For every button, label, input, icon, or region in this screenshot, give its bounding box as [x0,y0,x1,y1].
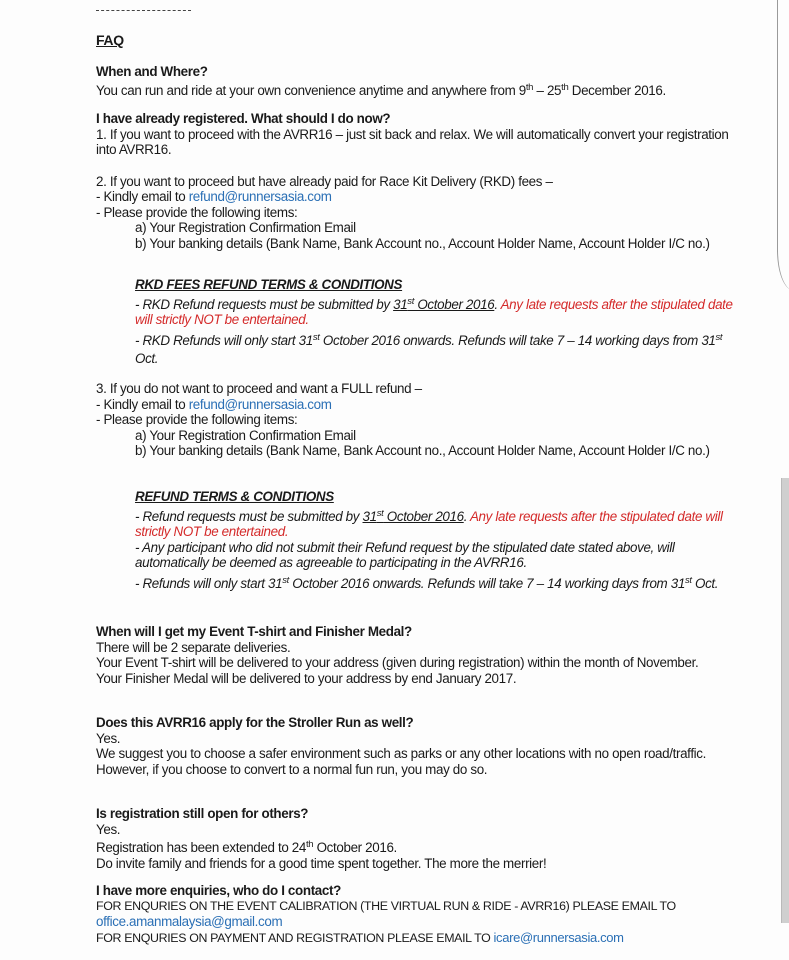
faq-tshirt-medal [96,624,736,686]
question: I have already registered. What should I do now? [96,111,391,126]
answer-line: Your Event T-shirt will be delivered to your address (given during registration) within the month of November. [96,655,699,670]
provide-items: - Please provide the following items: [96,204,298,220]
refund-email-link[interactable]: refund@runnersasia.com [188,189,332,204]
question: I have more enquiries, who do I contact? [96,883,341,898]
warning-text: Any late requests after the stipulated date will strictly NOT be entertained. [135,296,733,327]
item-b: b) Your banking details (Bank Name, Bank Account no., Account Holder Name, Account Holder I/C no.) [135,443,710,458]
option-3: 3. If you do not want to proceed and want a FULL refund – [96,381,422,396]
option-2: 2. If you want to proceed but have already paid for Race Kit Delivery (RKD) fees – [96,173,553,189]
question: Does this AVRR16 apply for the Stroller Run as well? [96,715,414,730]
question: Is registration still open for others? [96,806,309,821]
divider [96,10,191,11]
faq-stroller-run [96,715,736,777]
faq-contact [96,883,736,946]
question: When will I get my Event T-shirt and Finisher Medal? [96,624,412,639]
faq-title: FAQ [96,32,124,48]
refund-terms [96,489,736,593]
answer-line: Do invite family and friends for a good time spent together. The more the merrier! [96,855,547,871]
answer-line: Yes. [96,821,121,837]
contact-line-1: FOR ENQURIES ON THE EVENT CALIBRATION (THE VIRTUAL RUN & RIDE - AVRR16) PLEASE EMAIL TO [96,898,676,913]
option-3-block [96,381,736,459]
item-b: b) Your banking details (Bank Name, Bank Account no., Account Holder Name, Account Holder I/C no.) [135,235,710,251]
answer: You can run and ride at your own convenience anytime and anywhere from 9th – 25th December 2016. [96,81,666,98]
office-email-link[interactable]: office.amanmalaysia@gmail.com [96,914,283,929]
faq-already-registered [96,111,736,251]
refund-term-3: - Refunds will only start 31st October 2016 onwards. Refunds will take 7 – 14 working days from 31st Oct. [135,574,719,591]
refund-email-link[interactable]: refund@runnersasia.com [188,396,332,412]
warning-text: Any late requests after the stipulated date will strictly NOT be entertained. [135,508,723,539]
refund-term-2: - Any participant who did not submit their Refund request by the stipulated date stated above, will automatically be deemed as agreeable to participating in the AVRR16. [135,539,675,570]
refund-term-1: - Refund requests must be submitted by 31st October 2016. Any late requests after the stipulated date will strictly NOT be entertained. [135,507,723,539]
faq-when-where [96,64,736,98]
provide-items: - Please provide the following items: [96,412,298,427]
rkd-terms [96,277,736,368]
rkd-term-1: - RKD Refund requests must be submitted by 31st October 2016. Any late requests after the stipulated date will strictly NOT be entertained. [135,295,733,327]
rkd-term-2: - RKD Refunds will only start 31st October 2016 onwards. Refunds will take 7 – 14 working days from 31st Oct. [135,331,723,366]
item-a: a) Your Registration Confirmation Email [135,427,356,443]
refund-terms-header: REFUND TERMS & CONDITIONS [135,489,334,504]
answer-line: Your Finisher Medal will be delivered to your address by end January 2017. [96,670,517,686]
answer-line: We suggest you to choose a safer environment such as parks or any other locations with no open road/traffic. [96,746,707,761]
email-instruction: - Kindly email to refund@runnersasia.com [96,189,332,204]
icare-email-link[interactable]: icare@runnersasia.com [493,929,624,945]
rkd-terms-header: RKD FEES REFUND TERMS & CONDITIONS [135,277,403,292]
scrollbar-thumb[interactable] [781,478,789,923]
answer-line: Registration has been extended to 24th October 2016. [96,839,397,855]
question: When and Where? [96,64,208,79]
answer-line: However, if you choose to convert to a normal fun run, you may do so. [96,761,488,777]
item-a: a) Your Registration Confirmation Email [135,220,356,235]
answer-line: There will be 2 separate deliveries. [96,639,291,655]
faq-registration-open [96,806,736,871]
page-curl-edge [777,0,789,290]
option-1: 1. If you want to proceed with the AVRR16 – just sit back and relax. We will automatically convert your registration into AVRR16. [96,126,729,157]
answer-line: Yes. [96,730,121,746]
contact-line-2: FOR ENQURIES ON PAYMENT AND REGISTRATION PLEASE EMAIL TO icare@runnersasia.com [96,929,624,945]
email-instruction: - Kindly email to refund@runnersasia.com [96,396,332,412]
